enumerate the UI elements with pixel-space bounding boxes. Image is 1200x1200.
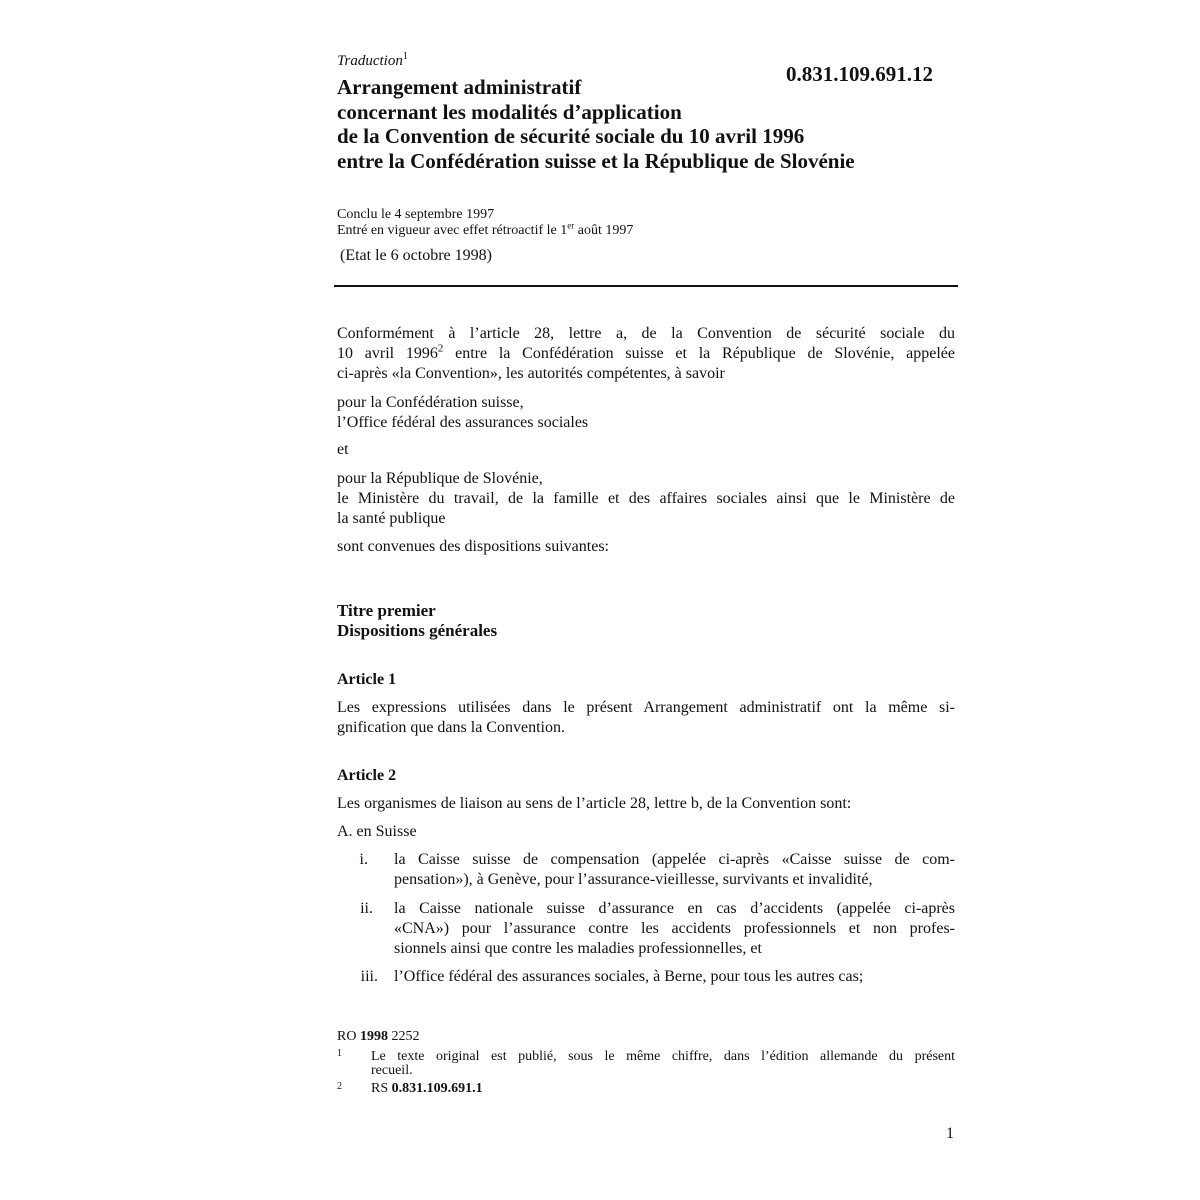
section-label-switzerland: A. en Suisse	[337, 823, 417, 840]
footnote-ref-2[interactable]: 2	[437, 342, 444, 355]
preamble-conclusion: sont convenues des dispositions suivantes:	[337, 538, 609, 555]
list-item-line: «CNA») pour l’assurance contre les accidents professionnels et non profes-	[394, 920, 955, 937]
list-item-line: la Caisse suisse de compensation (appelée ci-après «Caisse suisse de com-	[394, 851, 955, 868]
footnote-number: 2	[337, 1081, 342, 1092]
entry-text-end: août 1997	[574, 223, 634, 238]
rs-prefix: RS	[371, 1081, 392, 1096]
preamble-text: 10 avril 1996	[337, 345, 438, 362]
ordinal-sup: er	[567, 220, 575, 231]
article-1-title: Article 1	[337, 671, 397, 688]
footnote-line: recueil.	[371, 1063, 413, 1078]
party-line: pour la Confédération suisse,	[337, 394, 524, 411]
ro-year: 1998	[359, 1029, 388, 1044]
list-item-line: sionnels ainsi que contre les maladies professionnelles, et	[394, 940, 762, 957]
rs-number: 0.831.109.691.12	[786, 62, 933, 86]
footnote-ref-1[interactable]: 1	[402, 51, 408, 62]
heading-line: Dispositions générales	[337, 621, 498, 640]
article-line: gnification que dans la Convention.	[337, 719, 565, 736]
traduction-label	[337, 52, 408, 70]
status-date: (Etat le 6 octobre 1998)	[340, 247, 492, 264]
list-numeral: ii.	[360, 900, 373, 917]
party-line: la santé publique	[337, 510, 446, 527]
preamble-line	[337, 344, 955, 364]
document-title	[337, 75, 977, 173]
preamble-text: entre la Confédération suisse et la République de Slovénie, appelée	[443, 345, 955, 362]
article-2-intro: Les organismes de liaison au sens de l’article 28, lettre b, de la Convention sont:	[337, 795, 852, 812]
title-line: Arrangement administratif	[337, 75, 582, 99]
ro-page: 2252	[387, 1029, 420, 1044]
footnote-2-text	[371, 1082, 955, 1096]
heading-line: Titre premier	[337, 601, 436, 620]
party-slovenia	[337, 469, 955, 529]
page-number: 1	[946, 1125, 954, 1142]
list-numeral: i.	[359, 851, 368, 868]
footnote-1-text	[371, 1050, 955, 1078]
list-item-line: l’Office fédéral des assurances sociales, à Berne, pour tous les autres cas;	[394, 968, 864, 985]
article-2-title: Article 2	[337, 767, 397, 784]
conjunction-et: et	[337, 441, 349, 458]
date-info	[337, 207, 633, 239]
title-line: entre la Confédération suisse et la République de Slovénie	[337, 148, 855, 173]
rs-reference-link[interactable]: 0.831.109.691.1	[391, 1081, 483, 1096]
title-line: concernant les modalités d’application	[337, 99, 682, 124]
article-1-text	[337, 698, 955, 738]
footnote-number: 1	[337, 1048, 342, 1059]
entry-text: Entré en vigueur avec effet rétroactif le 1	[337, 223, 568, 238]
title-line: de la Convention de sécurité sociale du 10 avril 1996	[337, 124, 805, 148]
section-heading	[337, 601, 497, 641]
list-item-line: la Caisse nationale suisse d’assurance en cas d’accidents (appelée ci-après	[394, 900, 955, 917]
entry-into-force	[337, 220, 634, 239]
header-divider	[334, 285, 958, 287]
conclusion-date: Conclu le 4 septembre 1997	[337, 207, 495, 222]
list-item	[394, 850, 955, 890]
list-item-line: pensation»), à Genève, pour l’assurance-vieillesse, survivants et invalidité,	[394, 871, 873, 888]
preamble-paragraph	[337, 324, 955, 384]
list-item	[394, 967, 955, 987]
preamble-line: Conformément à l’article 28, lettre a, de la Convention de sécurité sociale du	[337, 325, 955, 342]
footnote-line: Le texte original est publié, sous le même chiffre, dans l’édition allemande du présent	[371, 1049, 955, 1064]
party-line: l’Office fédéral des assurances sociales	[337, 414, 589, 431]
list-numeral: iii.	[360, 968, 378, 985]
party-line: pour la République de Slovénie,	[337, 470, 543, 487]
list-item	[394, 899, 955, 959]
traduction-text: Traduction	[337, 53, 403, 69]
ro-prefix: RO	[337, 1029, 360, 1044]
article-line: Les expressions utilisées dans le présent Arrangement administratif ont la même si-	[337, 699, 955, 716]
party-switzerland	[337, 393, 955, 433]
preamble-line: ci-après «la Convention», les autorités compétentes, à savoir	[337, 365, 725, 382]
official-compilation-ref	[337, 1028, 419, 1045]
party-line: le Ministère du travail, de la famille et des affaires sociales ainsi que le Ministère de	[337, 490, 955, 507]
